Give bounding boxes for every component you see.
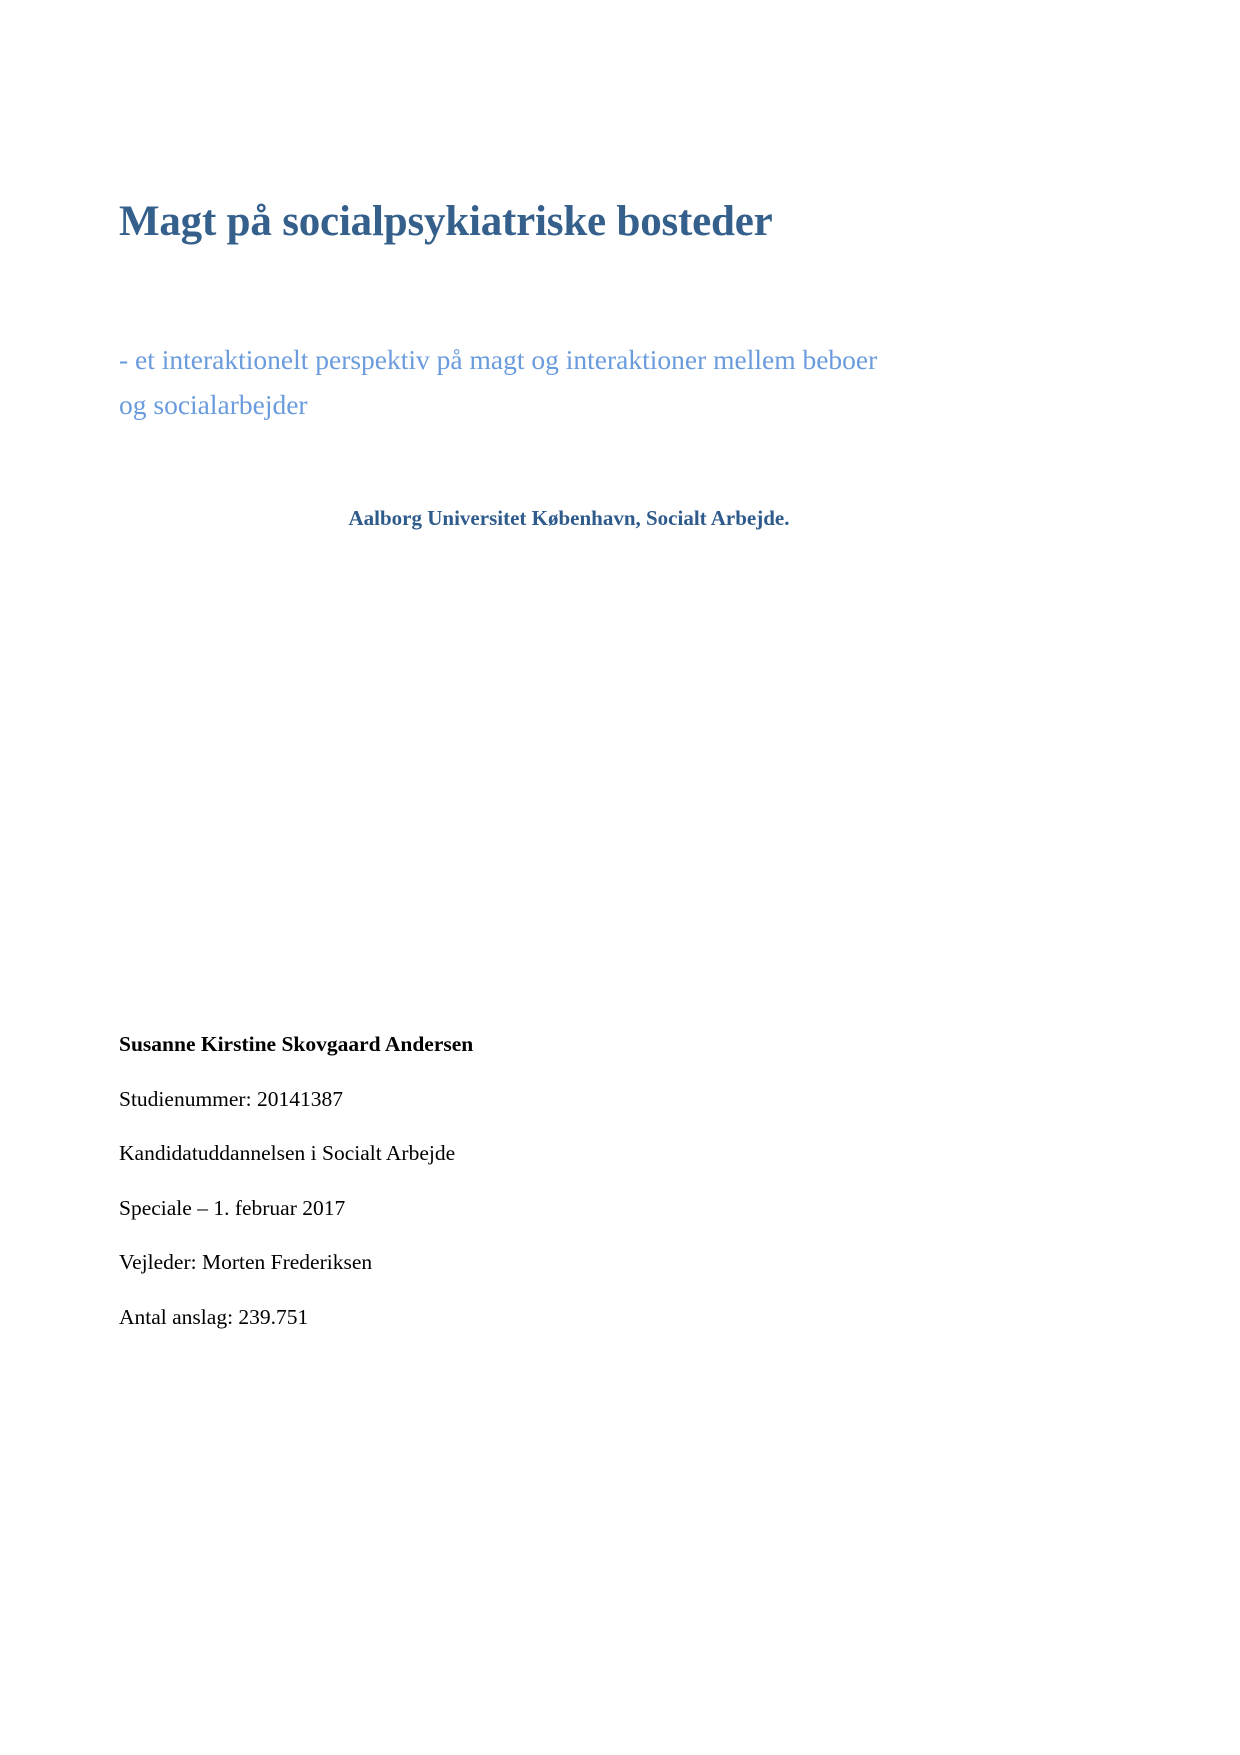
institution-line: Aalborg Universitet København, Socialt Arbejde. [348,506,790,530]
student-number: Studienummer: 20141387 [119,1086,343,1111]
character-count: Antal anslag: 239.751 [119,1304,309,1329]
programme-name: Kandidatuddannelsen i Socialt Arbejde [119,1141,456,1165]
page-title: Magt på socialpsykiatriske bosteder [119,198,773,245]
author-meta-block [119,1032,919,1359]
thesis-type-and-date: Speciale – 1. februar 2017 [119,1195,346,1220]
author-name: Susanne Kirstine Skovgaard Andersen [119,1032,474,1056]
supervisor-name: Vejleder: Morten Frederiksen [119,1250,373,1274]
title-page-content [119,0,1119,1755]
page-subtitle: - et interaktionelt perspektiv på magt og interaktioner mellem beboer og socialarbejder [119,344,878,420]
